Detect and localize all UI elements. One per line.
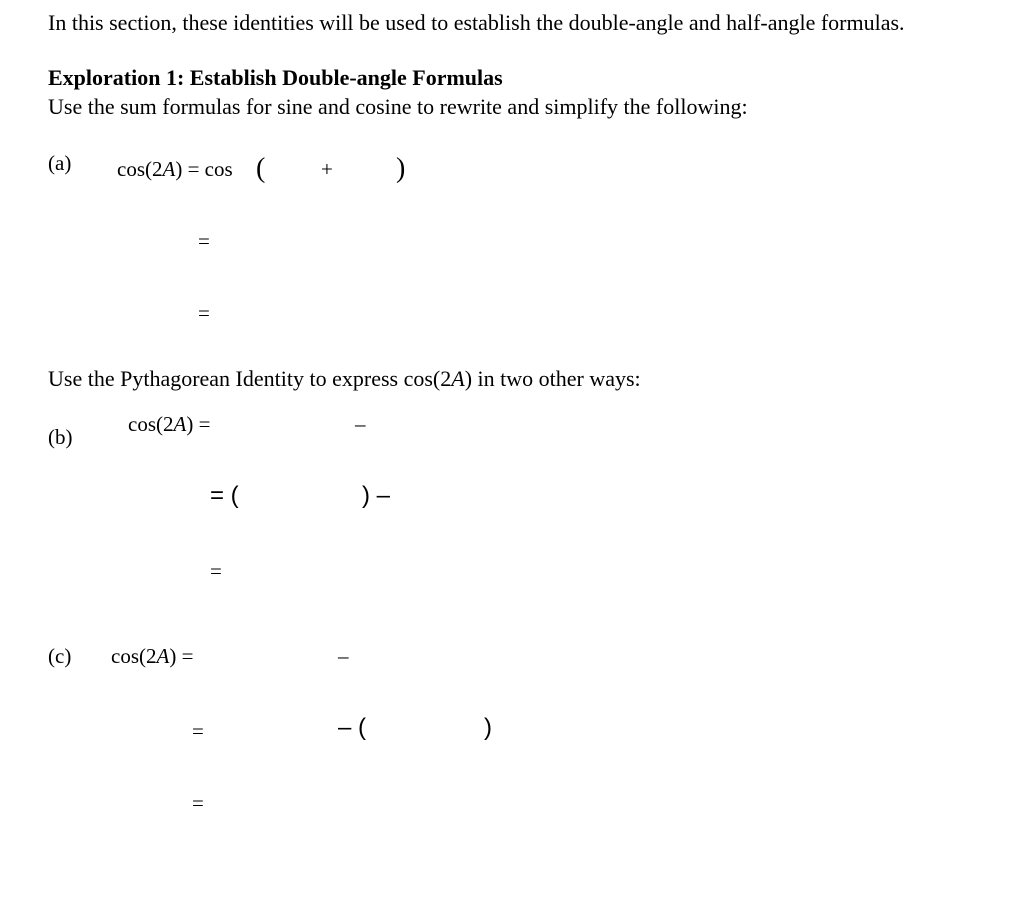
part-a-equals-1: = bbox=[198, 229, 210, 253]
exploration-title: Exploration 1: Establish Double-angle Formulas bbox=[48, 65, 503, 90]
part-b-line2-right: ) – bbox=[362, 482, 391, 509]
part-b-minus: – bbox=[355, 412, 366, 436]
part-a-label: (a) bbox=[48, 151, 72, 175]
part-c-equals-3: = bbox=[192, 791, 204, 815]
pythagorean-pre: Use the Pythagorean Identity to express bbox=[48, 366, 404, 391]
part-a-plus: + bbox=[321, 157, 333, 181]
part-c-line2-close: ) bbox=[484, 714, 492, 741]
part-b-label: (b) bbox=[48, 425, 73, 449]
pythagorean-post: in two other ways: bbox=[472, 366, 641, 391]
part-a-equals-2: = bbox=[198, 301, 210, 325]
part-b-lhs-post: ) = bbox=[186, 412, 211, 436]
part-c-label: (c) bbox=[48, 644, 72, 668]
part-c-lhs-var: A bbox=[156, 644, 170, 668]
part-a-lhs bbox=[117, 159, 233, 180]
part-b-lhs-pre: cos(2 bbox=[128, 412, 174, 436]
part-b-line2-left: = ( bbox=[210, 482, 239, 509]
part-c-equals-2: = bbox=[192, 719, 204, 743]
pythagorean-expr-pre: cos(2 bbox=[403, 366, 452, 391]
exploration-instruction: Use the sum formulas for sine and cosine to rewrite and simplify the following: bbox=[48, 94, 748, 119]
part-a-open-paren: ( bbox=[256, 153, 266, 184]
pythagorean-instruction bbox=[48, 368, 641, 390]
part-c-line2-mid: – ( bbox=[338, 714, 367, 741]
part-a-lhs-var: A bbox=[162, 157, 176, 181]
part-a-close-paren: ) bbox=[396, 153, 406, 184]
pythagorean-expr-var: A bbox=[451, 366, 465, 391]
part-b-lhs-var: A bbox=[173, 412, 187, 436]
part-a-lhs-post: ) = cos bbox=[175, 157, 233, 181]
part-a-lhs-pre: cos(2 bbox=[117, 157, 163, 181]
part-c-minus: – bbox=[338, 644, 349, 668]
part-c-lhs bbox=[111, 646, 193, 667]
part-b-lhs bbox=[128, 414, 210, 435]
part-c-lhs-pre: cos(2 bbox=[111, 644, 157, 668]
part-b-equals-3: = bbox=[210, 559, 222, 583]
part-c-lhs-post: ) = bbox=[169, 644, 194, 668]
pythagorean-expr-post: ) bbox=[464, 366, 473, 391]
intro-text: In this section, these identities will be used to establish the double-angle and half-angle formulas. bbox=[48, 10, 905, 35]
